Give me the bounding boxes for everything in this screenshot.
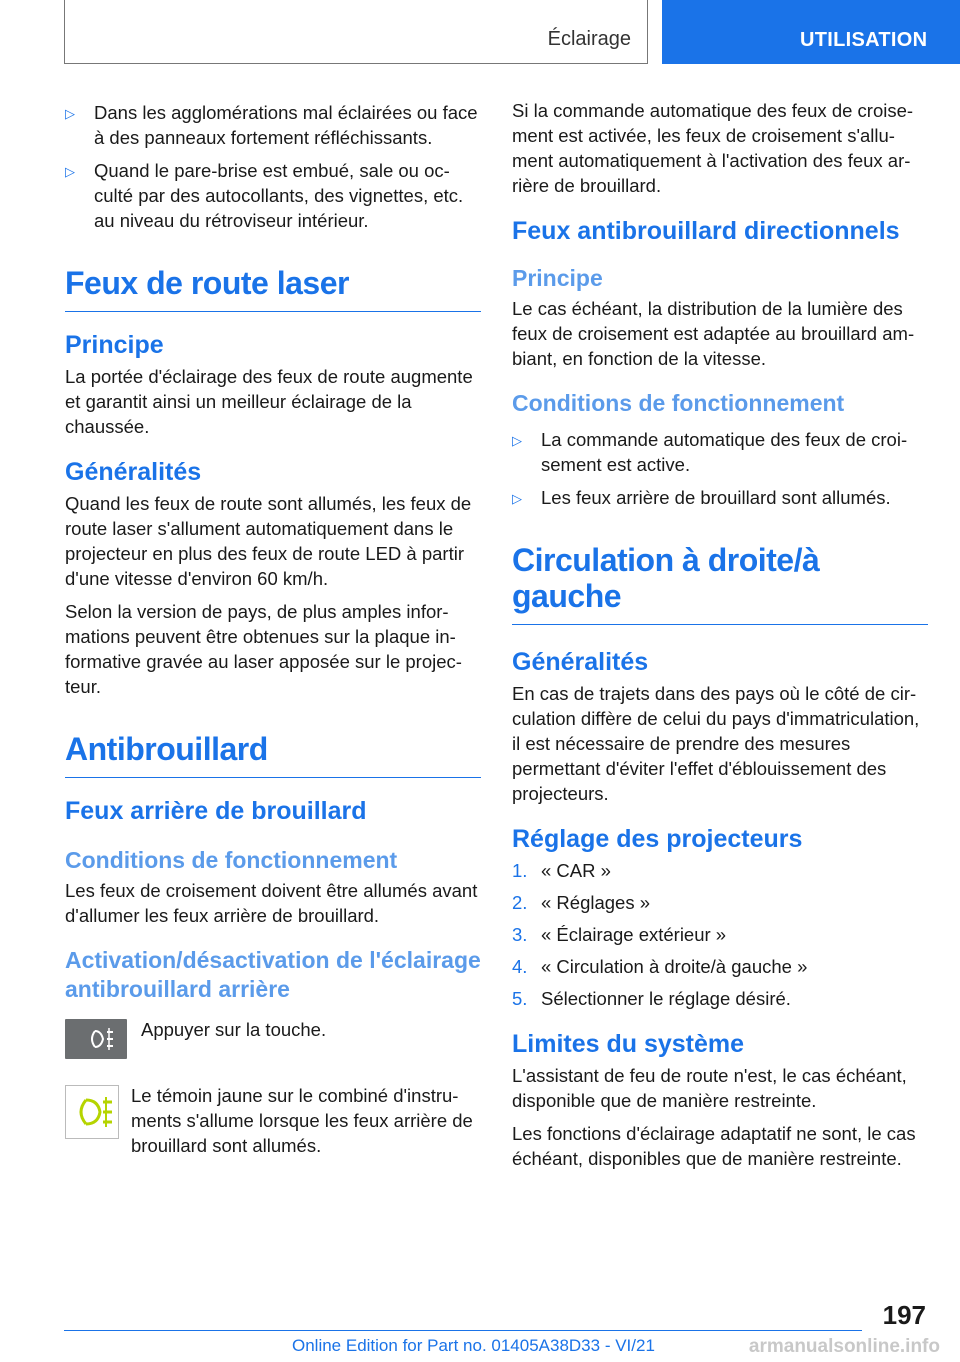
- paragraph: L'assistant de feu de route n'est, le cas échéant, disponible que de manière restreinte.: [512, 1065, 907, 1111]
- paragraph: Les fonctions d'éclairage adaptatif ne sont, le cas échéant, disponibles que de manière restreinte.: [512, 1123, 916, 1169]
- rear-fog-indicator-icon: [65, 1085, 119, 1139]
- list-item: ▷ Les feux arrière de brouillard sont allumés.: [512, 485, 928, 510]
- list-item: 2. « Réglages »: [512, 892, 651, 913]
- triangle-right-icon: ▷: [65, 106, 75, 121]
- press-button-text: Appuyer sur la touche.: [141, 1019, 327, 1040]
- right-column: [512, 98, 928, 1179]
- header-chapter-tab: UTILISATION: [662, 0, 960, 64]
- paragraph: Les feux de croisement doivent être allumés avant d'allumer les feux arrière de brouillard.: [65, 880, 478, 926]
- subsection-title-adjust: Réglage des projecteurs: [512, 825, 803, 853]
- subsubsection-title-principe: Principe: [512, 265, 603, 291]
- indicator-text: Le témoin jaune sur le combiné d'instruments s'allume lorsque les feux arrière de brouillard sont allumés.: [131, 1085, 473, 1156]
- indicator-row: [65, 1083, 481, 1158]
- press-button-row: [65, 1017, 481, 1067]
- header-section-title: Éclairage: [547, 28, 631, 50]
- subsection-title-generalites: Généralités: [512, 648, 649, 676]
- section-title-antibrouillard: Antibrouillard: [65, 731, 481, 778]
- watermark: armanualsonline.info: [748, 1336, 940, 1357]
- subsection-title-limits: Limites du système: [512, 1030, 745, 1058]
- paragraph: La portée d'éclairage des feux de route augmente et garantit ainsi un meilleur éclairage de la chaussée.: [65, 366, 473, 437]
- rear-fog-button-icon: [65, 1019, 127, 1059]
- triangle-right-icon: ▷: [512, 491, 522, 506]
- subsubsection-title-activation: Activation/désactivation de l'éclairage antibrouillard arrière: [65, 947, 481, 1002]
- list-item: ▷ Dans les agglomérations mal éclairées ou face à des panneaux fortement réfléchissants.: [65, 102, 478, 148]
- subsubsection-title-conditions: Conditions de fonctionnement: [65, 847, 398, 873]
- header-section-box: [64, 0, 648, 64]
- section-title-laser: Feux de route laser: [65, 265, 481, 312]
- paragraph: En cas de trajets dans des pays où le côté de circulation diffère de celui du pays d'immatriculation, il est nécessaire de prendre des mesures permettant d'éviter l'effet d'éblouissement des projecteurs.: [512, 683, 920, 804]
- list-item: ▷ La commande automatique des feux de croisement est active.: [512, 429, 908, 475]
- subsection-title-rear-fog: Feux arrière de brouillard: [65, 797, 367, 825]
- list-item: ▷ Quand le pare-brise est embué, sale ou occulté par des autocollants, des vignettes, etc. au niveau du rétroviseur intérieur.: [65, 160, 464, 231]
- list-item: 5. Sélectionner le réglage désiré.: [512, 988, 791, 1009]
- section-title-traffic: Circulation à droite/à gauche: [512, 542, 928, 625]
- edition-text: Online Edition for Part no. 01405A38D33 - VI/21: [292, 1336, 655, 1355]
- footer-divider: [64, 1330, 862, 1331]
- bullet-list-conditions: [512, 427, 928, 510]
- triangle-right-icon: ▷: [65, 164, 75, 179]
- triangle-right-icon: ▷: [512, 433, 522, 448]
- list-item: 4. « Circulation à droite/à gauche »: [512, 956, 808, 977]
- subsection-title-generalites: Généralités: [65, 458, 202, 486]
- paragraph: Si la commande automatique des feux de croisement est activée, les feux de croisement s'allument automatiquement à l'activation des feux arrière de brouillard.: [512, 100, 914, 196]
- left-column: [65, 100, 481, 1170]
- list-item: 1. « CAR »: [512, 860, 611, 881]
- paragraph: Selon la version de pays, de plus amples informations peuvent être obtenues sur la plaque informative gravée au laser apposée sur le projecteur.: [65, 601, 462, 697]
- paragraph: Le cas échéant, la distribution de la lumière des feux de croisement est adaptée au brouillard ambiant, en fonction de la vitesse.: [512, 298, 915, 369]
- subsection-title-dir-fog: Feux antibrouillard directionnels: [512, 217, 900, 245]
- bullet-list-top: [65, 100, 481, 233]
- list-item: 3. « Éclairage extérieur »: [512, 924, 727, 945]
- page-number: 197: [882, 1300, 926, 1330]
- subsection-title-principe: Principe: [65, 331, 164, 359]
- subsubsection-title-conditions: Conditions de fonctionnement: [512, 390, 845, 416]
- paragraph: Quand les feux de route sont allumés, les feux de route laser s'allument automatiquement dans le projecteur en plus des feux de route LED à partir d'une vitesse d'environ 60 km/h.: [65, 493, 472, 589]
- steps-list: [512, 858, 928, 1011]
